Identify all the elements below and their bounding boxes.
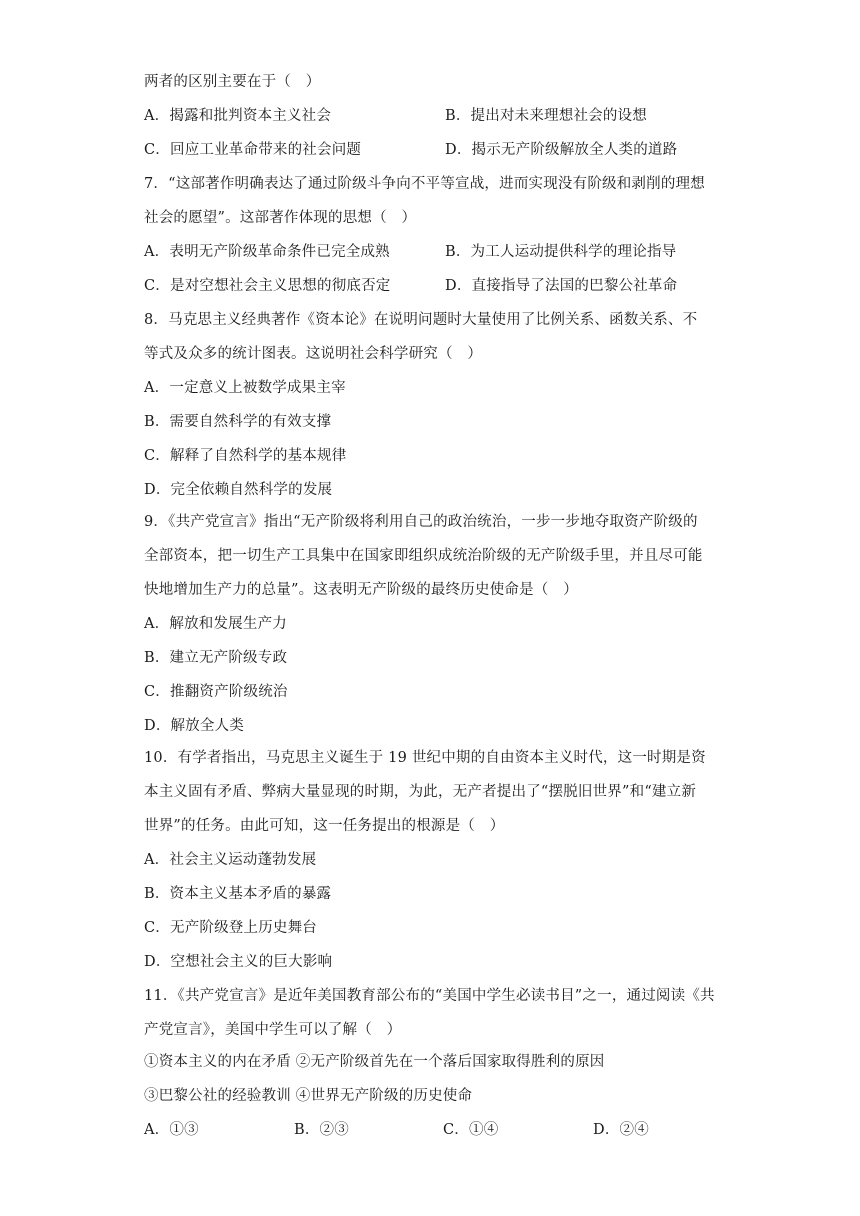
q8-option-c: C．解释了自然科学的基本规律: [144, 448, 347, 464]
q10-option-b: B．资本主义基本矛盾的暴露: [144, 886, 332, 902]
q8-option-d: D．完全依赖自然科学的发展: [144, 482, 333, 498]
q10-option-d: D．空想社会主义的巨大影响: [144, 954, 333, 970]
q11-option-b: B．②③: [294, 1122, 349, 1138]
q11-items-1-2: ①资本主义的内在矛盾 ②无产阶级首先在一个落后国家取得胜利的原因: [144, 1054, 605, 1070]
q11-items-3-4: ③巴黎公社的经验教训 ④世界无产阶级的历史使命: [144, 1088, 473, 1104]
q9-option-a: A．解放和发展生产力: [144, 616, 287, 632]
q9-stem-line-2: 全部资本，把一切生产工具集中在国家即组织成统治阶级的无产阶级手里，并且尽可能: [144, 548, 703, 564]
q6-option-row-ab: [144, 106, 647, 126]
q9-option-b: B．建立无产阶级专政: [144, 650, 288, 666]
q6-stem-tail: 两者的区别主要在于（ ）: [144, 74, 321, 90]
q7-option-b: B．为工人运动提供科学的理论指导: [445, 244, 677, 260]
q7-stem-line-2: 社会的愿望”。这部著作体现的思想（ ）: [144, 210, 417, 226]
q7-option-c: C．是对空想社会主义思想的彻底否定: [144, 278, 391, 294]
q8-option-b: B．需要自然科学的有效支撑: [144, 414, 332, 430]
q10-stem-line-3: 世界”的任务。由此可知，这一任务提出的根源是（ ）: [144, 818, 505, 834]
q6-option-b: B．提出对未来理想社会的设想: [445, 108, 647, 124]
q7-option-d: D．直接指导了法国的巴黎公社革命: [445, 278, 678, 294]
q9-option-d: D．解放全人类: [144, 718, 245, 734]
q7-option-a: A．表明无产阶级革命条件已完全成熟: [144, 244, 390, 260]
q11-option-a: A．①③: [144, 1122, 199, 1138]
q8-stem-line-1: 8．马克思主义经典著作《资本论》在说明问题时大量使用了比例关系、函数关系、不: [144, 312, 698, 328]
q9-stem-line-3: 快地增加生产力的总量”。这表明无产阶级的最终历史使命是（ ）: [144, 582, 578, 598]
q6-option-a: A．揭露和批判资本主义社会: [144, 108, 332, 124]
q11-stem-line-1: 11．《共产党宣言》是近年美国教育部公布的“美国中学生必读书目”之一，通过阅读《共: [144, 988, 715, 1004]
q11-option-c: C．①④: [443, 1122, 499, 1138]
q11-option-d: D．②④: [593, 1122, 649, 1138]
q9-stem-line-1: 9．《共产党宣言》指出“无产阶级将利用自己的政治统治，一步一步地夺取资产阶级的: [144, 514, 698, 530]
q8-option-a: A．一定意义上被数学成果主宰: [144, 380, 346, 396]
q10-option-a: A．社会主义运动蓬勃发展: [144, 852, 317, 868]
q11-stem-line-2: 产党宣言》，美国中学生可以了解（ ）: [144, 1022, 402, 1038]
q7-option-row-ab: [144, 242, 677, 262]
q10-stem-line-1: 10．有学者指出，马克思主义诞生于 19 世纪中期的自由资本主义时代，这一时期是资: [144, 750, 706, 766]
q8-stem-line-2: 等式及众多的统计图表。这说明社会科学研究（ ）: [144, 346, 483, 362]
q7-stem-line-1: 7．“这部著作明确表达了通过阶级斗争向不平等宣战，进而实现没有阶级和剥削的理想: [144, 176, 705, 192]
q9-option-c: C．推翻资产阶级统治: [144, 684, 288, 700]
q6-option-d: D．揭示无产阶级解放全人类的道路: [445, 142, 678, 158]
q6-option-row-cd: [144, 140, 678, 160]
q6-option-c: C．回应工业革命带来的社会问题: [144, 142, 362, 158]
q7-option-row-cd: [144, 276, 678, 296]
q10-option-c: C．无产阶级登上历史舞台: [144, 920, 317, 936]
q10-stem-line-2: 本主义固有矛盾、弊病大量显现的时期，为此，无产者提出了“摆脱旧世界”和“建立新: [144, 784, 697, 800]
